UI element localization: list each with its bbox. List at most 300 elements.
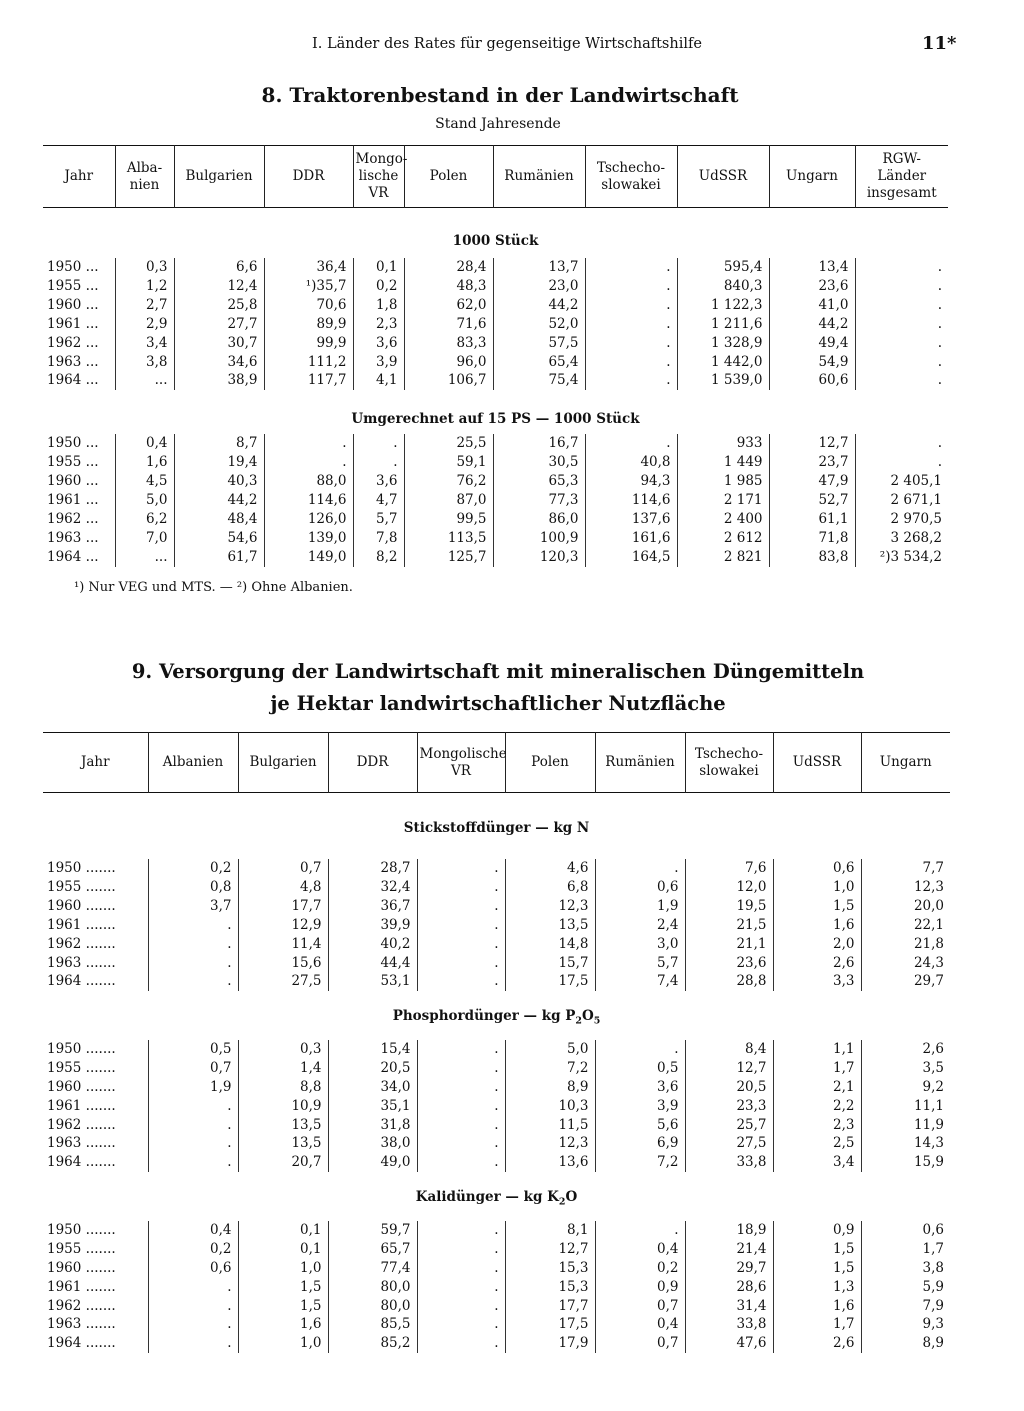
value-cell: 30,5 [493,453,585,472]
column-header [264,146,353,208]
value-cell: 6,9 [595,1134,685,1153]
value-cell: . [148,972,238,991]
value-cell: 41,0 [769,296,855,315]
value-cell: 1,8 [353,296,404,315]
value-cell: 38,0 [328,1134,417,1153]
table9 [43,732,950,1353]
value-cell: 52,0 [493,315,585,334]
value-cell: 2,0 [773,935,861,954]
table-row [43,972,950,991]
table8-title: 8. Traktorenbestand in der Landwirtschaft [261,83,739,107]
value-cell: 12,3 [861,878,950,897]
value-cell: 14,8 [505,935,595,954]
value-cell: 13,5 [238,1134,328,1153]
value-cell: 0,7 [148,1059,238,1078]
column-header-line: Rumänien [504,168,574,184]
value-cell: 12,7 [769,434,855,453]
value-cell: 22,1 [861,916,950,935]
value-cell: . [148,954,238,973]
value-cell: 20,5 [685,1078,773,1097]
column-header [148,733,238,793]
column-header-line: nien [129,176,160,193]
value-cell: 17,7 [238,897,328,916]
value-cell: 1,5 [238,1297,328,1316]
value-cell: 44,2 [769,315,855,334]
table-row [43,1059,950,1078]
value-cell: 36,7 [328,897,417,916]
value-cell: 65,7 [328,1240,417,1259]
value-cell: . [148,1278,238,1297]
value-cell: . [148,935,238,954]
section-label-text: Kalidünger — kg K [415,1189,559,1206]
value-cell: 8,9 [861,1334,950,1353]
value-cell: 3,9 [353,353,404,372]
value-cell: . [585,371,677,390]
column-header-line: Ungarn [786,168,838,184]
value-cell: 6,2 [115,510,174,529]
value-cell: 113,5 [404,529,493,548]
value-cell: 1 449 [677,453,769,472]
value-cell: . [417,1240,505,1259]
value-cell: 3,8 [861,1259,950,1278]
value-cell: 1,9 [148,1078,238,1097]
value-cell: 3,7 [148,897,238,916]
value-cell: 83,3 [404,334,493,353]
column-header-line: Tschecho- [694,745,764,762]
value-cell: 7,4 [595,972,685,991]
value-cell: 8,1 [505,1221,595,1240]
value-cell: 7,7 [861,859,950,878]
value-cell: . [417,1040,505,1059]
value-cell: 0,8 [148,878,238,897]
table-row [43,1153,950,1172]
value-cell: 933 [677,434,769,453]
value-cell: 2,1 [773,1078,861,1097]
section-label-row [43,817,950,839]
value-cell: . [417,1059,505,1078]
value-cell: 0,2 [148,1240,238,1259]
year-cell: 1955 ....... [47,878,116,895]
column-header-line: Mongo- [355,151,408,167]
column-header-line: Länder [877,168,927,184]
value-cell: 1 211,6 [677,315,769,334]
table9-header-row [43,733,950,793]
table-row [43,1040,950,1059]
value-cell: 1,4 [238,1059,328,1078]
value-cell: 100,9 [493,529,585,548]
value-cell: . [417,1134,505,1153]
value-cell: 52,7 [769,491,855,510]
value-cell: 13,6 [505,1153,595,1172]
column-header-line: slowakei [699,762,759,779]
table-row [43,453,948,472]
value-cell: 10,9 [238,1097,328,1116]
value-cell: 21,5 [685,916,773,935]
value-cell: 3,4 [773,1153,861,1172]
value-cell: . [417,1334,505,1353]
column-header-line: Alba- [126,159,163,176]
column-header-line: Ungarn [879,754,932,770]
column-header [404,146,493,208]
value-cell: 89,9 [264,315,353,334]
table8-subtitle: Stand Jahresende [435,116,561,132]
value-cell: 70,6 [264,296,353,315]
value-cell: 0,9 [595,1278,685,1297]
column-header-line: lische [358,168,399,184]
column-header-line: Jahr [64,168,94,184]
value-cell: 61,1 [769,510,855,529]
table-row [43,1097,950,1116]
value-cell: 4,1 [353,371,404,390]
spacer-row [43,208,948,231]
value-cell: 8,7 [174,434,264,453]
table-row [43,859,950,878]
column-header-line: VR [368,185,389,201]
table-row [43,371,948,390]
value-cell: 0,1 [238,1221,328,1240]
table8-header-row [43,146,948,208]
value-cell: 1,5 [773,1240,861,1259]
column-header [685,733,773,793]
year-cell: 1964 ... [47,372,99,389]
table-row [43,434,948,453]
value-cell: 28,8 [685,972,773,991]
column-header [174,146,264,208]
value-cell: . [148,1334,238,1353]
value-cell: 6,6 [174,258,264,277]
value-cell: . [417,897,505,916]
value-cell: 840,3 [677,277,769,296]
value-cell: 65,4 [493,353,585,372]
value-cell: . [264,453,353,472]
section-label-text: Umgerechnet auf 15 PS — 1000 Stück [351,410,640,427]
spacer-row [43,793,950,818]
table-row [43,1240,950,1259]
value-cell: . [595,1040,685,1059]
value-cell: . [585,353,677,372]
value-cell: 12,4 [174,277,264,296]
value-cell: 47,9 [769,472,855,491]
year-cell: 1964 ... [47,548,99,565]
value-cell: 2 671,1 [855,491,948,510]
value-cell: 87,0 [404,491,493,510]
table-row [43,277,948,296]
table8-footnote: ¹) Nur VEG und MTS. — ²) Ohne Albanien. [74,580,353,595]
value-cell: 29,7 [685,1259,773,1278]
table-row [43,315,948,334]
value-cell: 2,2 [773,1097,861,1116]
value-cell: 0,1 [353,258,404,277]
value-cell: 40,3 [174,472,264,491]
table-row [43,916,950,935]
value-cell: 15,9 [861,1153,950,1172]
value-cell: 65,3 [493,472,585,491]
column-header [493,146,585,208]
value-cell: . [417,954,505,973]
table-row [43,491,948,510]
value-cell: 1 328,9 [677,334,769,353]
value-cell: 21,8 [861,935,950,954]
running-head-text: I. Länder des Rates für gegenseitige Wirtschaftshilfe [312,36,702,52]
value-cell: 1,5 [773,1259,861,1278]
value-cell: . [148,1153,238,1172]
section-label-subscript: 2 [575,1016,582,1028]
value-cell: . [417,1153,505,1172]
value-cell: 2,3 [773,1116,861,1135]
value-cell: 28,7 [328,859,417,878]
value-cell: 5,0 [115,491,174,510]
value-cell: 2 171 [677,491,769,510]
value-cell: 11,4 [238,935,328,954]
section-label-text: 1000 Stück [452,232,539,249]
table-row [43,1315,950,1334]
value-cell: 1,2 [115,277,174,296]
value-cell: 1,6 [773,916,861,935]
value-cell: 2 970,5 [855,510,948,529]
value-cell: ... [115,548,174,567]
value-cell: 12,3 [505,1134,595,1153]
value-cell: 15,6 [238,954,328,973]
value-cell: 13,7 [493,258,585,277]
column-header-line: VR [451,762,471,779]
value-cell: 34,0 [328,1078,417,1097]
value-cell: 114,6 [585,491,677,510]
value-cell: 12,0 [685,878,773,897]
value-cell: 120,3 [493,548,585,567]
year-cell: 1961 ....... [47,916,116,933]
value-cell: 38,9 [174,371,264,390]
table-row [43,935,950,954]
value-cell: 8,9 [505,1078,595,1097]
value-cell: 77,4 [328,1259,417,1278]
value-cell: 0,7 [238,859,328,878]
spacer-row [43,1213,950,1221]
value-cell: 15,4 [328,1040,417,1059]
value-cell: 31,4 [685,1297,773,1316]
value-cell: 13,5 [238,1116,328,1135]
value-cell: 0,9 [773,1221,861,1240]
value-cell: 5,0 [505,1040,595,1059]
value-cell: 4,6 [505,859,595,878]
value-cell: 4,5 [115,472,174,491]
value-cell: 0,7 [595,1297,685,1316]
value-cell: 2,6 [773,954,861,973]
value-cell: 0,2 [353,277,404,296]
year-cell: 1950 ....... [47,1040,116,1057]
value-cell: 12,9 [238,916,328,935]
value-cell: 59,1 [404,453,493,472]
value-cell: . [417,1259,505,1278]
column-header-line: Polen [429,168,468,184]
value-cell: 7,2 [505,1059,595,1078]
value-cell: 1,3 [773,1278,861,1297]
column-header-line: Mongolische [419,745,507,762]
value-cell: 18,9 [685,1221,773,1240]
value-cell: . [585,434,677,453]
value-cell: . [417,859,505,878]
year-cell: 1955 ....... [47,1059,116,1076]
column-header-line: Tschecho- [596,159,666,176]
value-cell: 2,4 [595,916,685,935]
value-cell: 32,4 [328,878,417,897]
value-cell: 7,2 [595,1153,685,1172]
value-cell: 3,8 [115,353,174,372]
table-row [43,334,948,353]
year-cell: 1963 ... [47,353,99,370]
value-cell: 3,9 [595,1097,685,1116]
column-header-line: Jahr [80,754,110,770]
value-cell: . [585,315,677,334]
value-cell: 88,0 [264,472,353,491]
value-cell: 40,2 [328,935,417,954]
value-cell: 25,5 [404,434,493,453]
value-cell: 7,6 [685,859,773,878]
value-cell: 5,9 [861,1278,950,1297]
value-cell: 1,0 [238,1334,328,1353]
value-cell: . [417,1078,505,1097]
value-cell: 36,4 [264,258,353,277]
value-cell: 60,6 [769,371,855,390]
section-label-row [43,1007,950,1032]
table-row [43,1278,950,1297]
value-cell: 13,4 [769,258,855,277]
value-cell: 2,5 [773,1134,861,1153]
spacer-row [43,991,950,1007]
value-cell: 3,0 [595,935,685,954]
value-cell: 17,5 [505,1315,595,1334]
table9-body [43,793,950,1354]
value-cell: 3 268,2 [855,529,948,548]
value-cell: . [417,1221,505,1240]
value-cell: . [353,453,404,472]
value-cell: 1,7 [861,1240,950,1259]
value-cell: . [855,258,948,277]
year-cell: 1960 ....... [47,897,116,914]
value-cell: . [855,315,948,334]
year-cell: 1961 ....... [47,1097,116,1114]
table-row [43,1116,950,1135]
value-cell: 24,3 [861,954,950,973]
value-cell: 4,8 [238,878,328,897]
value-cell: . [148,1097,238,1116]
value-cell: 54,6 [174,529,264,548]
year-cell: 1962 ....... [47,935,116,952]
value-cell: ¹)35,7 [264,277,353,296]
value-cell: 85,5 [328,1315,417,1334]
column-header [585,146,677,208]
column-header-line: DDR [356,754,389,770]
year-cell: 1950 ... [47,435,99,452]
value-cell: 13,5 [505,916,595,935]
column-header-line: UdSSR [792,754,842,770]
value-cell: 40,8 [585,453,677,472]
column-header [677,146,769,208]
value-cell: . [855,453,948,472]
value-cell: 8,8 [238,1078,328,1097]
value-cell: 125,7 [404,548,493,567]
value-cell: 7,9 [861,1297,950,1316]
value-cell: 48,4 [174,510,264,529]
value-cell: . [417,1278,505,1297]
year-cell: 1964 ....... [47,1154,116,1171]
year-cell: 1962 ... [47,510,99,527]
value-cell: . [855,334,948,353]
value-cell: . [417,1297,505,1316]
year-cell: 1955 ... [47,277,99,294]
section-label [43,1188,950,1213]
value-cell: 14,3 [861,1134,950,1153]
value-cell: 2,9 [115,315,174,334]
value-cell: . [417,916,505,935]
section-label-text: Phosphordünger — kg P [392,1008,576,1025]
value-cell: 59,7 [328,1221,417,1240]
value-cell: 23,0 [493,277,585,296]
table9-title-line1: 9. Versorgung der Landwirtschaft mit mineralischen Düngemitteln [131,660,865,683]
value-cell: 20,0 [861,897,950,916]
value-cell: 11,1 [861,1097,950,1116]
value-cell: 3,6 [353,334,404,353]
value-cell: 76,2 [404,472,493,491]
spacer-row [43,1172,950,1188]
value-cell: . [417,1097,505,1116]
value-cell: 99,9 [264,334,353,353]
value-cell: . [148,1297,238,1316]
value-cell: 11,9 [861,1116,950,1135]
value-cell: 0,3 [238,1040,328,1059]
value-cell: 1 122,3 [677,296,769,315]
table-row [43,1221,950,1240]
year-cell: 1964 ....... [47,1335,116,1352]
section-label-text: O [581,1008,594,1025]
year-cell: 1960 ... [47,473,99,490]
value-cell: 1,0 [238,1259,328,1278]
column-header [769,146,855,208]
table8-body [43,208,948,567]
table-row [43,296,948,315]
value-cell: 0,6 [861,1221,950,1240]
value-cell: 12,3 [505,897,595,916]
value-cell: 75,4 [493,371,585,390]
value-cell: . [148,1315,238,1334]
value-cell: 117,7 [264,371,353,390]
year-cell: 1963 ....... [47,1135,116,1152]
column-header [43,146,115,208]
value-cell: 80,0 [328,1278,417,1297]
table-row [43,1334,950,1353]
value-cell: . [585,334,677,353]
column-header-line: RGW- [882,151,921,167]
year-cell: 1960 ... [47,296,99,313]
value-cell: 31,8 [328,1116,417,1135]
value-cell: 9,2 [861,1078,950,1097]
value-cell: 1,9 [595,897,685,916]
year-cell: 1950 ... [47,259,99,275]
year-cell: 1961 ... [47,315,99,332]
year-cell: 1950 ....... [47,860,116,876]
value-cell: 62,0 [404,296,493,315]
table-row [43,1297,950,1316]
value-cell: 15,3 [505,1278,595,1297]
page-number: 11* [922,33,957,54]
value-cell: 1,7 [773,1315,861,1334]
section-label-subscript: 2 [558,1196,566,1208]
value-cell: 4,7 [353,491,404,510]
value-cell: 0,6 [773,859,861,878]
value-cell: 106,7 [404,371,493,390]
spacer-row [43,1032,950,1040]
value-cell: 44,2 [493,296,585,315]
column-header [773,733,861,793]
